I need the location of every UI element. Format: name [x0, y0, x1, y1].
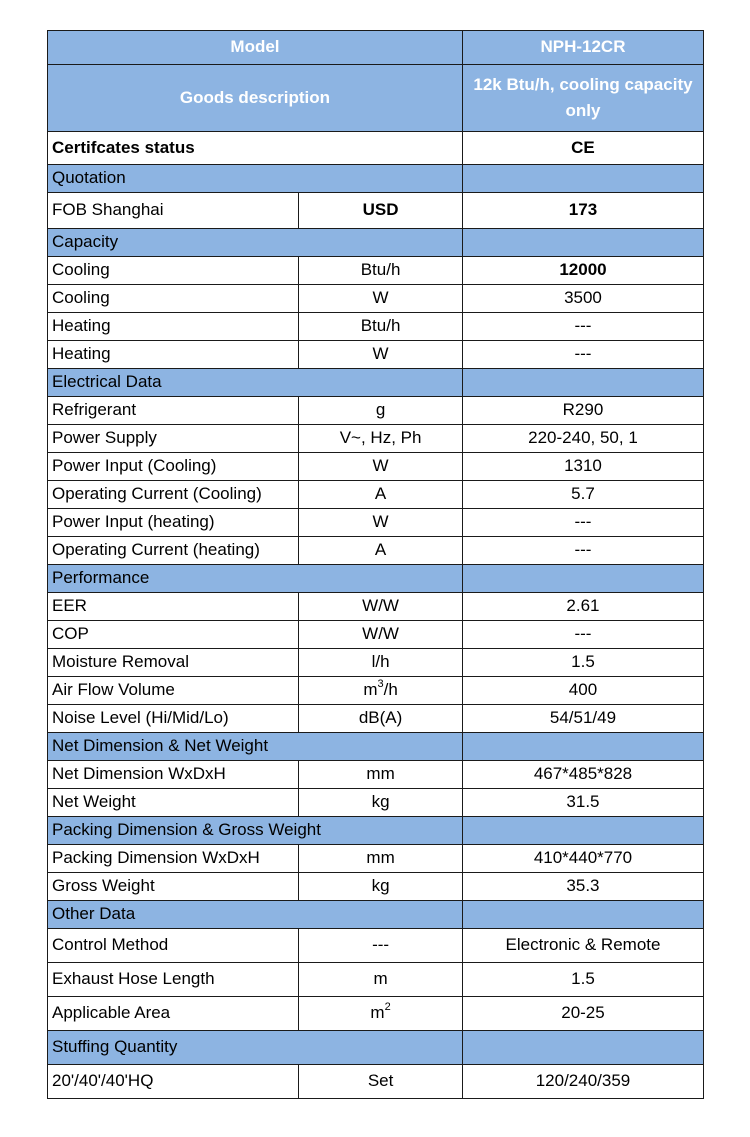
spec-value: 220-240, 50, 1	[462, 425, 703, 453]
spec-label: Refrigerant	[48, 397, 299, 425]
spec-unit: dB(A)	[299, 705, 463, 733]
spec-row	[48, 963, 704, 997]
spec-label: FOB Shanghai	[48, 193, 299, 229]
spec-row	[48, 1065, 704, 1099]
certificates-row	[48, 132, 704, 165]
model-label: Model	[48, 31, 463, 65]
spec-label: Noise Level (Hi/Mid/Lo)	[48, 705, 299, 733]
spec-value: 35.3	[462, 873, 703, 901]
spec-value: 410*440*770	[462, 845, 703, 873]
spec-unit: l/h	[299, 649, 463, 677]
spec-label: Moisture Removal	[48, 649, 299, 677]
spec-row	[48, 789, 704, 817]
spec-value: R290	[462, 397, 703, 425]
section-title: Packing Dimension & Gross Weight	[48, 817, 463, 845]
spec-label: EER	[48, 593, 299, 621]
section-header	[48, 733, 704, 761]
spec-value: Electronic & Remote	[462, 929, 703, 963]
spec-table	[47, 30, 704, 1099]
spec-row	[48, 761, 704, 789]
spec-row	[48, 649, 704, 677]
spec-value: 173	[462, 193, 703, 229]
spec-label: 20'/40'/40'HQ	[48, 1065, 299, 1099]
spec-label: Operating Current (heating)	[48, 537, 299, 565]
section-header	[48, 369, 704, 397]
section-title: Capacity	[48, 229, 463, 257]
spec-unit: W	[299, 509, 463, 537]
section-fill	[462, 817, 703, 845]
unit-tail: /h	[383, 680, 398, 700]
goods-description-value: 12k Btu/h, cooling capacity only	[462, 65, 703, 132]
spec-label: Applicable Area	[48, 997, 299, 1031]
section-fill	[462, 229, 703, 257]
section-fill	[462, 901, 703, 929]
section-header	[48, 817, 704, 845]
spec-value: ---	[462, 341, 703, 369]
section-fill	[462, 1031, 703, 1065]
spec-label: Cooling	[48, 285, 299, 313]
section-header	[48, 165, 704, 193]
spec-label: Gross Weight	[48, 873, 299, 901]
spec-label: Exhaust Hose Length	[48, 963, 299, 997]
spec-value: ---	[462, 537, 703, 565]
spec-unit: kg	[299, 789, 463, 817]
spec-unit: kg	[299, 873, 463, 901]
spec-value: 54/51/49	[462, 705, 703, 733]
spec-unit: ---	[299, 929, 463, 963]
spec-row	[48, 397, 704, 425]
spec-label: Power Input (heating)	[48, 509, 299, 537]
spec-label: Power Supply	[48, 425, 299, 453]
certificates-value: CE	[462, 132, 703, 165]
spec-unit: m	[299, 963, 463, 997]
spec-row	[48, 193, 704, 229]
spec-row	[48, 621, 704, 649]
spec-row	[48, 677, 704, 705]
spec-row	[48, 453, 704, 481]
spec-label: Air Flow Volume	[48, 677, 299, 705]
spec-unit: W	[299, 341, 463, 369]
unit-superscript: 3	[377, 677, 384, 690]
section-header	[48, 1031, 704, 1065]
unit-superscript: 2	[384, 1000, 391, 1013]
section-fill	[462, 565, 703, 593]
spec-unit: Btu/h	[299, 257, 463, 285]
spec-row	[48, 313, 704, 341]
unit-base: m	[363, 680, 378, 700]
spec-unit: V~, Hz, Ph	[299, 425, 463, 453]
section-title: Other Data	[48, 901, 463, 929]
spec-unit: W/W	[299, 621, 463, 649]
spec-row	[48, 929, 704, 963]
spec-unit: mm	[299, 761, 463, 789]
spec-row	[48, 537, 704, 565]
spec-row	[48, 705, 704, 733]
spec-label: Heating	[48, 313, 299, 341]
model-value: NPH-12CR	[462, 31, 703, 65]
spec-label: Control Method	[48, 929, 299, 963]
section-title: Quotation	[48, 165, 463, 193]
section-header	[48, 565, 704, 593]
spec-label: Cooling	[48, 257, 299, 285]
spec-value: 1310	[462, 453, 703, 481]
spec-label: Power Input (Cooling)	[48, 453, 299, 481]
spec-value: 1.5	[462, 649, 703, 677]
spec-row	[48, 873, 704, 901]
spec-value: 20-25	[462, 997, 703, 1031]
spec-row	[48, 593, 704, 621]
spec-row	[48, 509, 704, 537]
goods-description-row	[48, 65, 704, 132]
spec-value: 31.5	[462, 789, 703, 817]
spec-unit: Btu/h	[299, 313, 463, 341]
section-title: Electrical Data	[48, 369, 463, 397]
section-header	[48, 901, 704, 929]
spec-value: 120/240/359	[462, 1065, 703, 1099]
spec-unit: USD	[299, 193, 463, 229]
section-fill	[462, 369, 703, 397]
spec-unit	[299, 677, 463, 705]
spec-label: Heating	[48, 341, 299, 369]
section-title: Net Dimension & Net Weight	[48, 733, 463, 761]
section-title: Performance	[48, 565, 463, 593]
spec-unit: W	[299, 285, 463, 313]
spec-value: ---	[462, 313, 703, 341]
model-row	[48, 31, 704, 65]
spec-value: 3500	[462, 285, 703, 313]
spec-unit: W/W	[299, 593, 463, 621]
spec-row	[48, 257, 704, 285]
spec-unit: W	[299, 453, 463, 481]
spec-value: 5.7	[462, 481, 703, 509]
spec-label: COP	[48, 621, 299, 649]
spec-unit: g	[299, 397, 463, 425]
spec-value: ---	[462, 621, 703, 649]
spec-row	[48, 285, 704, 313]
spec-label: Packing Dimension WxDxH	[48, 845, 299, 873]
spec-label: Net Weight	[48, 789, 299, 817]
section-title: Stuffing Quantity	[48, 1031, 463, 1065]
spec-row	[48, 425, 704, 453]
section-header	[48, 229, 704, 257]
section-fill	[462, 733, 703, 761]
spec-unit: A	[299, 481, 463, 509]
spec-unit: mm	[299, 845, 463, 873]
spec-label: Net Dimension WxDxH	[48, 761, 299, 789]
spec-row	[48, 481, 704, 509]
unit-base: m	[370, 1003, 385, 1023]
spec-row	[48, 997, 704, 1031]
spec-value: 1.5	[462, 963, 703, 997]
section-fill	[462, 165, 703, 193]
certificates-label: Certifcates status	[48, 132, 463, 165]
spec-row	[48, 341, 704, 369]
spec-value: ---	[462, 509, 703, 537]
goods-description-label: Goods description	[48, 65, 463, 132]
spec-value: 467*485*828	[462, 761, 703, 789]
spec-value: 12000	[462, 257, 703, 285]
spec-unit: A	[299, 537, 463, 565]
spec-label: Operating Current (Cooling)	[48, 481, 299, 509]
spec-value: 2.61	[462, 593, 703, 621]
spec-value: 400	[462, 677, 703, 705]
spec-unit: Set	[299, 1065, 463, 1099]
spec-row	[48, 845, 704, 873]
spec-unit	[299, 997, 463, 1031]
